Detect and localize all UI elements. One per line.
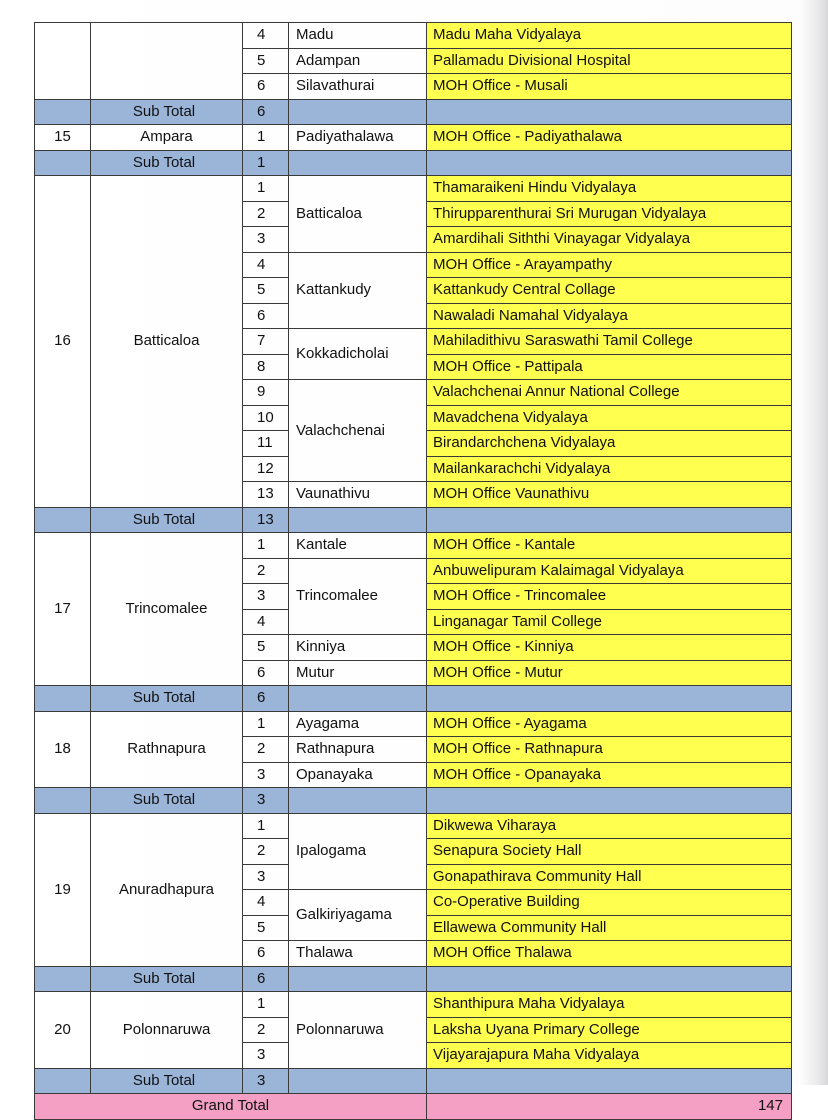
venue-cell: Pallamadu Divisional Hospital xyxy=(427,48,792,74)
subtotal-value: 1 xyxy=(243,150,289,176)
subtotal-label: Sub Total xyxy=(91,150,243,176)
area-cell: Vaunathivu xyxy=(289,482,427,508)
venue-cell: MOH Office - Kinniya xyxy=(427,635,792,661)
serial-cell: 3 xyxy=(243,762,289,788)
area-cell: Padiyathalawa xyxy=(289,125,427,151)
district-cell xyxy=(91,23,243,100)
subtotal-row xyxy=(35,788,792,814)
subtotal-label: Sub Total xyxy=(91,1068,243,1094)
venue-cell: Co-Operative Building xyxy=(427,890,792,916)
district-no-cell: 20 xyxy=(35,992,91,1069)
serial-cell: 1 xyxy=(243,992,289,1018)
area-cell: Opanayaka xyxy=(289,762,427,788)
venue-cell: Amardihali Siththi Vinayagar Vidyalaya xyxy=(427,227,792,253)
serial-cell: 12 xyxy=(243,456,289,482)
subtotal-label: Sub Total xyxy=(91,788,243,814)
venue-cell: Vijayarajapura Maha Vidyalaya xyxy=(427,1043,792,1069)
table-body xyxy=(35,23,792,1120)
district-no-cell xyxy=(35,23,91,100)
venue-cell: Mailankarachchi Vidyalaya xyxy=(427,456,792,482)
venue-cell: Ellawewa Community Hall xyxy=(427,915,792,941)
district-cell: Rathnapura xyxy=(91,711,243,788)
grand-total-label: Grand Total xyxy=(35,1094,427,1120)
serial-cell: 4 xyxy=(243,23,289,49)
district-no-cell: 19 xyxy=(35,813,91,966)
venue-cell: MOH Office - Opanayaka xyxy=(427,762,792,788)
venue-cell: Linganagar Tamil College xyxy=(427,609,792,635)
vaccination-centres-table xyxy=(34,22,792,1120)
venue-cell: Mahiladithivu Saraswathi Tamil College xyxy=(427,329,792,355)
district-cell: Trincomalee xyxy=(91,533,243,686)
subtotal-label: Sub Total xyxy=(91,99,243,125)
serial-cell: 8 xyxy=(243,354,289,380)
venue-cell: Senapura Society Hall xyxy=(427,839,792,865)
table-row xyxy=(35,125,792,151)
venue-cell: Valachchenai Annur National College xyxy=(427,380,792,406)
area-cell: Madu xyxy=(289,23,427,49)
venue-cell: Shanthipura Maha Vidyalaya xyxy=(427,992,792,1018)
venue-cell: MOH Office - Padiyathalawa xyxy=(427,125,792,151)
table-row xyxy=(35,23,792,49)
subtotal-value: 6 xyxy=(243,966,289,992)
district-no-cell: 17 xyxy=(35,533,91,686)
area-cell: Polonnaruwa xyxy=(289,992,427,1069)
serial-cell: 1 xyxy=(243,176,289,202)
serial-cell: 3 xyxy=(243,227,289,253)
table-row xyxy=(35,813,792,839)
area-cell: Mutur xyxy=(289,660,427,686)
table-row xyxy=(35,176,792,202)
serial-cell: 2 xyxy=(243,839,289,865)
venue-cell: MOH Office - Trincomalee xyxy=(427,584,792,610)
venue-cell: MOH Office Thalawa xyxy=(427,941,792,967)
serial-cell: 4 xyxy=(243,609,289,635)
subtotal-value: 3 xyxy=(243,788,289,814)
venue-cell: MOH Office - Musali xyxy=(427,74,792,100)
subtotal-label: Sub Total xyxy=(91,686,243,712)
area-cell: Kantale xyxy=(289,533,427,559)
serial-cell: 6 xyxy=(243,660,289,686)
serial-cell: 1 xyxy=(243,533,289,559)
serial-cell: 13 xyxy=(243,482,289,508)
venue-cell: MOH Office - Kantale xyxy=(427,533,792,559)
area-cell: Kattankudy xyxy=(289,252,427,329)
venue-cell: Laksha Uyana Primary College xyxy=(427,1017,792,1043)
area-cell: Batticaloa xyxy=(289,176,427,253)
venue-cell: Madu Maha Vidyalaya xyxy=(427,23,792,49)
area-cell: Trincomalee xyxy=(289,558,427,635)
serial-cell: 6 xyxy=(243,303,289,329)
venue-cell: MOH Office - Pattipala xyxy=(427,354,792,380)
venue-cell: Anbuwelipuram Kalaimagal Vidyalaya xyxy=(427,558,792,584)
subtotal-row xyxy=(35,99,792,125)
serial-cell: 4 xyxy=(243,252,289,278)
subtotal-row xyxy=(35,1068,792,1094)
area-cell: Adampan xyxy=(289,48,427,74)
serial-cell: 6 xyxy=(243,74,289,100)
venue-cell: MOH Office Vaunathivu xyxy=(427,482,792,508)
subtotal-value: 6 xyxy=(243,686,289,712)
area-cell: Kinniya xyxy=(289,635,427,661)
district-no-cell: 18 xyxy=(35,711,91,788)
area-cell: Rathnapura xyxy=(289,737,427,763)
serial-cell: 2 xyxy=(243,558,289,584)
serial-cell: 1 xyxy=(243,813,289,839)
subtotal-value: 6 xyxy=(243,99,289,125)
venue-cell: Thamaraikeni Hindu Vidyalaya xyxy=(427,176,792,202)
serial-cell: 1 xyxy=(243,125,289,151)
serial-cell: 5 xyxy=(243,278,289,304)
subtotal-value: 13 xyxy=(243,507,289,533)
venue-cell: Mavadchena Vidyalaya xyxy=(427,405,792,431)
serial-cell: 2 xyxy=(243,1017,289,1043)
venue-cell: MOH Office - Rathnapura xyxy=(427,737,792,763)
area-cell: Silavathurai xyxy=(289,74,427,100)
venue-cell: MOH Office - Arayampathy xyxy=(427,252,792,278)
grand-total-value: 147 xyxy=(427,1094,792,1120)
area-cell: Kokkadicholai xyxy=(289,329,427,380)
venue-cell: Dikwewa Viharaya xyxy=(427,813,792,839)
district-cell: Ampara xyxy=(91,125,243,151)
district-cell: Anuradhapura xyxy=(91,813,243,966)
table-row xyxy=(35,992,792,1018)
subtotal-row xyxy=(35,966,792,992)
venue-cell: Nawaladi Namahal Vidyalaya xyxy=(427,303,792,329)
serial-cell: 2 xyxy=(243,737,289,763)
table-row xyxy=(35,711,792,737)
table-row xyxy=(35,533,792,559)
venue-cell: Birandarchchena Vidyalaya xyxy=(427,431,792,457)
serial-cell: 3 xyxy=(243,864,289,890)
venue-cell: Thirupparenthurai Sri Murugan Vidyalaya xyxy=(427,201,792,227)
serial-cell: 3 xyxy=(243,1043,289,1069)
serial-cell: 3 xyxy=(243,584,289,610)
venue-cell: MOH Office - Ayagama xyxy=(427,711,792,737)
serial-cell: 2 xyxy=(243,201,289,227)
serial-cell: 5 xyxy=(243,635,289,661)
district-cell: Polonnaruwa xyxy=(91,992,243,1069)
area-cell: Thalawa xyxy=(289,941,427,967)
district-cell: Batticaloa xyxy=(91,176,243,508)
subtotal-label: Sub Total xyxy=(91,507,243,533)
area-cell: Ipalogama xyxy=(289,813,427,890)
serial-cell: 10 xyxy=(243,405,289,431)
district-no-cell: 15 xyxy=(35,125,91,151)
subtotal-row xyxy=(35,686,792,712)
area-cell: Valachchenai xyxy=(289,380,427,482)
subtotal-label: Sub Total xyxy=(91,966,243,992)
subtotal-row xyxy=(35,150,792,176)
serial-cell: 9 xyxy=(243,380,289,406)
venue-cell: Kattankudy Central Collage xyxy=(427,278,792,304)
serial-cell: 11 xyxy=(243,431,289,457)
area-cell: Galkiriyagama xyxy=(289,890,427,941)
serial-cell: 5 xyxy=(243,915,289,941)
venue-cell: Gonapathirava Community Hall xyxy=(427,864,792,890)
serial-cell: 4 xyxy=(243,890,289,916)
district-no-cell: 16 xyxy=(35,176,91,508)
grand-total-row xyxy=(35,1094,792,1120)
subtotal-row xyxy=(35,507,792,533)
subtotal-value: 3 xyxy=(243,1068,289,1094)
venue-cell: MOH Office - Mutur xyxy=(427,660,792,686)
serial-cell: 1 xyxy=(243,711,289,737)
serial-cell: 7 xyxy=(243,329,289,355)
area-cell: Ayagama xyxy=(289,711,427,737)
serial-cell: 5 xyxy=(243,48,289,74)
serial-cell: 6 xyxy=(243,941,289,967)
